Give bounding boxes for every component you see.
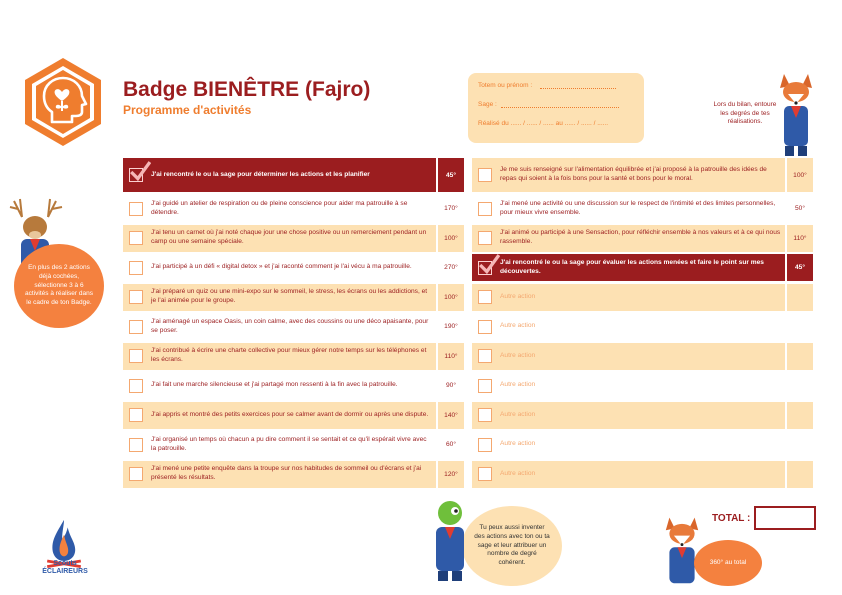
activity-degree: 45° xyxy=(438,158,464,192)
checkbox[interactable] xyxy=(129,349,143,363)
bubble-deer: En plus des 2 actions déjà cochées, sélectionne 3 à 6 activités à réaliser dans le cadre de ton Badge. xyxy=(14,244,104,328)
activity-degree: 120° xyxy=(438,461,464,488)
table-row xyxy=(123,372,464,399)
bubble-fox-bottom: 360° au total xyxy=(694,540,762,586)
table-row xyxy=(123,402,464,429)
activity-degree: 45° xyxy=(787,254,813,281)
activity-text: Autre action xyxy=(497,343,785,370)
activity-text: Autre action xyxy=(497,313,785,340)
fox-mascot-bottom-icon xyxy=(660,514,704,586)
table-row xyxy=(472,343,813,370)
table-row xyxy=(472,158,813,192)
table-row xyxy=(123,343,464,370)
total-label: TOTAL : xyxy=(712,513,751,524)
checkbox[interactable] xyxy=(478,231,492,245)
checkbox[interactable] xyxy=(129,379,143,393)
activity-text: J'ai rencontré le ou la sage pour déterminer les actions et les planifier xyxy=(148,158,436,192)
activity-degree: 190° xyxy=(438,313,464,340)
checkbox-cell xyxy=(472,402,497,429)
table-row xyxy=(472,431,813,458)
table-row xyxy=(472,195,813,222)
checkbox[interactable] xyxy=(129,438,143,452)
checkbox-checked[interactable] xyxy=(478,261,492,275)
table-row xyxy=(123,158,464,192)
table-row xyxy=(123,254,464,281)
checkbox[interactable] xyxy=(478,290,492,304)
activity-degree xyxy=(787,313,813,340)
activity-degree xyxy=(787,343,813,370)
activity-degree: 90° xyxy=(438,372,464,399)
table-row xyxy=(472,372,813,399)
activity-degree: 60° xyxy=(438,431,464,458)
table-row xyxy=(472,402,813,429)
activity-text: J'ai participé à un défi « digital detox » et j'ai raconté comment je l'ai vécu à ma patrouille. xyxy=(148,254,436,281)
checkbox-cell xyxy=(472,343,497,370)
checkbox-cell xyxy=(472,372,497,399)
badge-hexagon-logo xyxy=(22,56,104,148)
activity-degree: 110° xyxy=(787,225,813,252)
activity-degree: 50° xyxy=(787,195,813,222)
activity-text: J'ai organisé un temps où chacun a pu dire comment il se sentait et ce qu'il espérait vivre avec la patrouille. xyxy=(148,431,436,458)
bubble-chameleon: Tu peux aussi inventer des actions avec ton ou ta sage et leur attribuer un nombre de degré cohérent. xyxy=(462,506,562,586)
realise-field[interactable]: Réalisé du ...... / ...... / ...... au ...... / ...... / ...... xyxy=(478,120,609,127)
activity-degree: 110° xyxy=(438,343,464,370)
checkbox-cell xyxy=(472,313,497,340)
table-row xyxy=(472,284,813,311)
checkbox-cell xyxy=(123,431,148,458)
activity-text: Je me suis renseigné sur l'alimentation équilibrée et j'ai proposé à la patrouille des idées de repas qui soient à la fois bons pour la santé et bons pour le moral. xyxy=(497,158,785,192)
table-row xyxy=(123,195,464,222)
checkbox-cell xyxy=(472,254,497,281)
checkbox[interactable] xyxy=(129,231,143,245)
checkbox-cell xyxy=(123,343,148,370)
activity-text: Autre action xyxy=(497,402,785,429)
activity-degree: 170° xyxy=(438,195,464,222)
activity-degree xyxy=(787,372,813,399)
checkbox-cell xyxy=(123,402,148,429)
activity-text: J'ai mené une petite enquête dans la troupe sur nos habitudes de sommeil ou d'écrans et j'ai présenté les résultats. xyxy=(148,461,436,488)
info-box xyxy=(468,73,644,143)
total-input-box[interactable] xyxy=(754,506,816,530)
activity-text: J'ai aménagé un espace Oasis, un coin calme, avec des coussins ou une déco apaisante, pour se poser. xyxy=(148,313,436,340)
checkbox-cell xyxy=(472,461,497,488)
checkbox[interactable] xyxy=(478,408,492,422)
activity-text: J'ai mené une activité ou une discussion sur le respect de l'intimité et des limites personnelles, pour mieux vivre ensemble. xyxy=(497,195,785,222)
activity-text: J'ai fait une marche silencieuse et j'ai partagé mon ressenti à la fin avec la patrouille. xyxy=(148,372,436,399)
activity-text: J'ai préparé un quiz ou une mini-expo sur le sommeil, le stress, les écrans ou les addictions, et je l'ai animée pour le groupe. xyxy=(148,284,436,311)
checkbox[interactable] xyxy=(129,408,143,422)
table-row xyxy=(123,313,464,340)
activities-table-left xyxy=(123,158,466,495)
checkbox[interactable] xyxy=(478,349,492,363)
checkbox-cell xyxy=(472,284,497,311)
checkbox-cell xyxy=(472,225,497,252)
table-row xyxy=(472,254,813,281)
checkbox[interactable] xyxy=(129,202,143,216)
checkbox-cell xyxy=(123,254,148,281)
table-row xyxy=(472,461,813,488)
activity-text: J'ai tenu un carnet où j'ai noté chaque jour une chose positive ou un remerciement pendant un camp ou une semaine spéciale. xyxy=(148,225,436,252)
checkbox-cell xyxy=(123,372,148,399)
activity-degree: 270° xyxy=(438,254,464,281)
activity-degree xyxy=(787,461,813,488)
checkbox-cell xyxy=(472,158,497,192)
checkbox[interactable] xyxy=(129,467,143,481)
chameleon-mascot-icon xyxy=(428,497,472,583)
logo-text: Scouts ÉCLAIREURS xyxy=(42,560,88,575)
checkbox[interactable] xyxy=(129,320,143,334)
checkbox-checked[interactable] xyxy=(129,168,143,182)
checkbox-cell xyxy=(472,195,497,222)
activity-text: Autre action xyxy=(497,431,785,458)
activities-table-right xyxy=(472,158,815,495)
activity-degree: 100° xyxy=(438,284,464,311)
activity-degree: 100° xyxy=(438,225,464,252)
activity-text: J'ai appris et montré des petits exercices pour se calmer avant de dormir ou après une dispute. xyxy=(148,402,436,429)
activity-degree xyxy=(787,431,813,458)
activity-text: Autre action xyxy=(497,372,785,399)
checkbox-cell xyxy=(123,158,148,192)
activity-degree: 140° xyxy=(438,402,464,429)
page-title: Badge BIENÊTRE (Fajro) xyxy=(123,78,371,101)
table-row xyxy=(123,225,464,252)
checkbox-cell xyxy=(123,225,148,252)
bubble-fox-top: Lors du bilan, entoure les degrés de tes réalisations. xyxy=(704,86,786,142)
checkbox[interactable] xyxy=(478,438,492,452)
activity-text: J'ai rencontré le ou la sage pour évaluer les actions menées et faire le point sur mes découvertes. xyxy=(497,254,785,281)
checkbox[interactable] xyxy=(478,168,492,182)
checkbox[interactable] xyxy=(129,261,143,275)
checkbox-cell xyxy=(123,461,148,488)
totem-field[interactable] xyxy=(540,82,616,89)
activity-text: Autre action xyxy=(497,461,785,488)
fox-mascot-icon xyxy=(776,70,816,156)
table-row xyxy=(472,225,813,252)
checkbox-cell xyxy=(123,195,148,222)
checkbox-cell xyxy=(123,284,148,311)
table-row xyxy=(472,313,813,340)
checkbox[interactable] xyxy=(129,290,143,304)
activity-degree xyxy=(787,284,813,311)
table-row xyxy=(123,284,464,311)
sage-label: Sage : xyxy=(478,101,497,108)
checkbox-cell xyxy=(123,313,148,340)
totem-label: Totem ou prénom : xyxy=(478,82,533,89)
table-row xyxy=(123,431,464,458)
activity-text: J'ai contribué à écrire une charte collective pour mieux gérer notre temps sur les téléphones et les écrans. xyxy=(148,343,436,370)
activity-degree xyxy=(787,402,813,429)
activity-text: J'ai guidé un atelier de respiration ou de pleine conscience pour aider ma patrouille à se détendre. xyxy=(148,195,436,222)
checkbox-cell xyxy=(472,431,497,458)
checkbox[interactable] xyxy=(478,320,492,334)
checkbox[interactable] xyxy=(478,202,492,216)
activity-degree: 100° xyxy=(787,158,813,192)
page-subtitle: Programme d'activités xyxy=(123,103,252,117)
activity-text: J'ai animé ou participé à une Sensaction, pour réfléchir ensemble à nos valeurs et à ce qui nous rassemble. xyxy=(497,225,785,252)
table-row xyxy=(123,461,464,488)
checkbox[interactable] xyxy=(478,379,492,393)
sage-field[interactable] xyxy=(501,101,619,108)
checkbox[interactable] xyxy=(478,467,492,481)
activity-text: Autre action xyxy=(497,284,785,311)
